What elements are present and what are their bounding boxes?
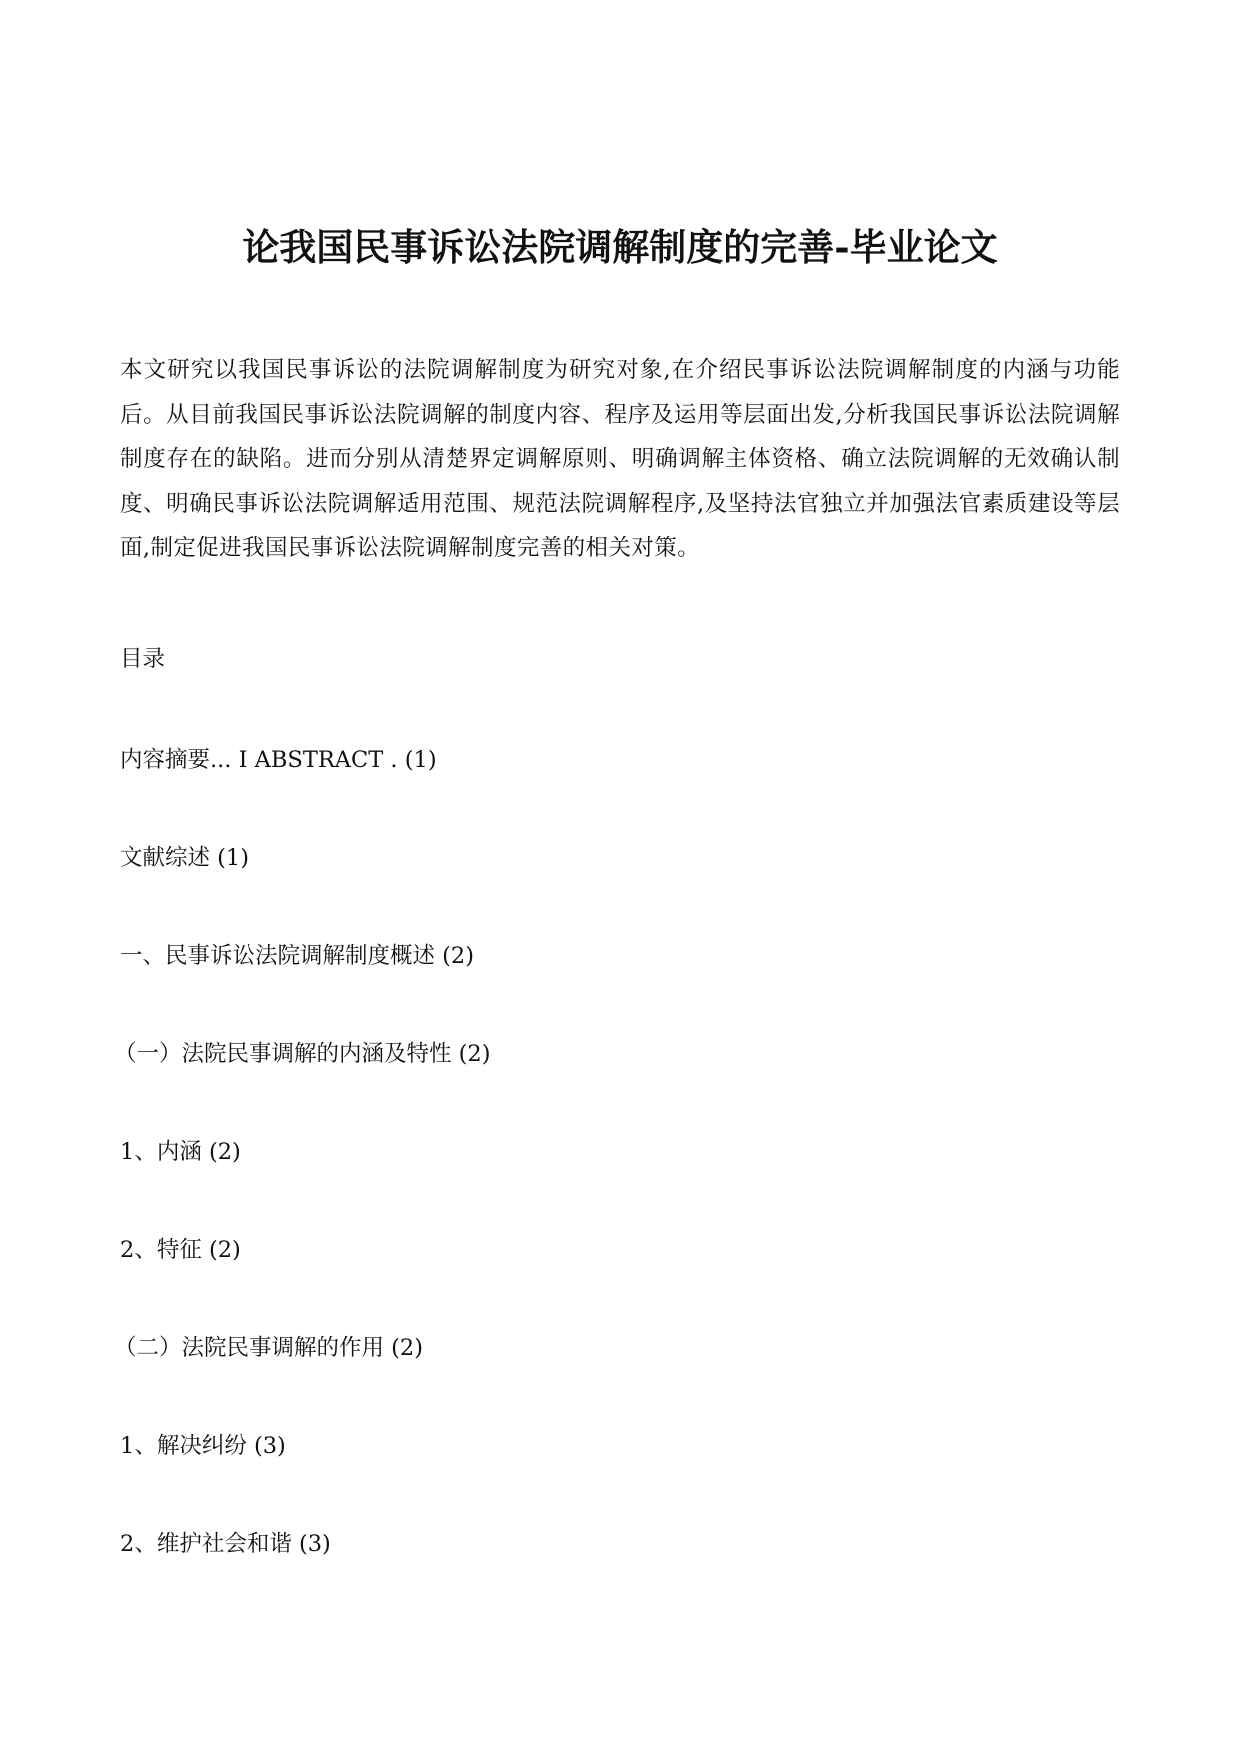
toc-item: （一）法院民事调解的内涵及特性 (2) bbox=[114, 1041, 491, 1067]
toc-item: 内容摘要... I ABSTRACT . (1) bbox=[120, 747, 437, 773]
toc-item: 2、维护社会和谐 (3) bbox=[120, 1531, 331, 1557]
toc-item: 一、民事诉讼法院调解制度概述 (2) bbox=[120, 943, 475, 969]
toc-item: 文献综述 (1) bbox=[120, 845, 250, 871]
toc-item: 1、解决纠纷 (3) bbox=[120, 1433, 286, 1459]
toc-item: （二）法院民事调解的作用 (2) bbox=[114, 1335, 424, 1361]
toc-heading: 目录 bbox=[120, 646, 166, 672]
document-title: 论我国民事诉讼法院调解制度的完善-毕业论文 bbox=[242, 225, 998, 269]
toc-item: 2、特征 (2) bbox=[120, 1237, 241, 1263]
abstract-paragraph: 本文研究以我国民事诉讼的法院调解制度为研究对象,在介绍民事诉讼法院调解制度的内涵与功能后。从目前我国民事诉讼法院调解的制度内容、程序及运用等层面出发,分析我国民事诉讼法院调解制度存在的缺陷。进而分别从清楚界定调解原则、明确调解主体资格、确立法院调解的无效确认制度、明确民事诉讼法院调解适用范围、规范法院调解程序,及坚持法官独立并加强法官素质建设等层面,制定促进我国民事诉讼法院调解制度完善的相关对策。 bbox=[120, 357, 1120, 561]
toc-item: 1、内涵 (2) bbox=[120, 1139, 241, 1165]
